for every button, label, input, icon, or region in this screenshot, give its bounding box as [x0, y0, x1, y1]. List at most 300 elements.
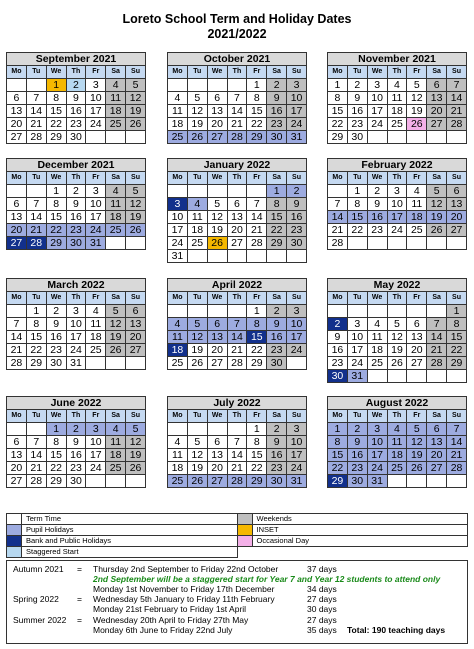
day-cell: 8: [46, 198, 66, 211]
day-cell: 19: [387, 344, 407, 357]
weekday-header: Fr: [86, 172, 106, 185]
day-cell: 9: [66, 198, 86, 211]
day-cell: [187, 79, 207, 92]
day-cell: 21: [447, 105, 467, 118]
summer-days-1: 27 days: [307, 615, 337, 625]
day-cell: 13: [207, 449, 227, 462]
day-cell: 2: [287, 185, 307, 198]
day-cell: 30: [267, 475, 287, 488]
day-cell: 18: [106, 105, 126, 118]
day-cell: 3: [347, 318, 367, 331]
weekday-header: Fr: [407, 292, 427, 305]
weekday-header: Fr: [86, 410, 106, 423]
legend-pupil-label: Pupil Holidays: [22, 525, 238, 536]
day-cell: [367, 305, 387, 318]
spring-dates-1: Wednesday 5th January to Friday 11th February: [93, 594, 275, 604]
day-cell: 27: [207, 131, 227, 144]
weekday-header: Fr: [247, 172, 267, 185]
month-calendar: [327, 278, 467, 383]
day-cell: 18: [387, 449, 407, 462]
day-cell: 18: [106, 211, 126, 224]
day-cell: 2: [46, 305, 66, 318]
month-name: December 2021: [7, 159, 146, 172]
day-cell: 28: [247, 237, 267, 250]
day-cell: 11: [106, 92, 126, 105]
day-cell: 1: [347, 185, 367, 198]
day-cell: 13: [407, 331, 427, 344]
day-cell: 20: [227, 224, 247, 237]
day-cell: 13: [7, 211, 27, 224]
day-cell: 14: [26, 449, 46, 462]
month-calendar: [6, 52, 146, 144]
day-cell: 18: [367, 344, 387, 357]
weekday-header: Mo: [328, 66, 348, 79]
day-cell: 24: [86, 462, 106, 475]
day-cell: 22: [46, 118, 66, 131]
day-cell: 6: [427, 423, 447, 436]
day-cell: 11: [106, 436, 126, 449]
day-cell: [7, 305, 27, 318]
day-cell: [26, 79, 46, 92]
day-cell: [447, 131, 467, 144]
day-cell: 11: [106, 198, 126, 211]
day-cell: 7: [26, 198, 46, 211]
day-cell: 14: [26, 211, 46, 224]
day-cell: 17: [168, 224, 188, 237]
day-cell: 28: [227, 357, 247, 370]
day-cell: [168, 185, 188, 198]
day-cell: 29: [247, 131, 267, 144]
total-teaching-days: Total: 190 teaching days: [347, 625, 446, 635]
day-cell: 27: [7, 237, 27, 250]
month-calendar: [6, 396, 146, 488]
day-cell: 11: [168, 331, 188, 344]
day-cell: 4: [168, 436, 188, 449]
day-cell: 29: [447, 357, 467, 370]
day-cell: 30: [267, 357, 287, 370]
day-cell: 22: [328, 118, 348, 131]
day-cell: 24: [168, 237, 188, 250]
day-cell: 10: [287, 92, 307, 105]
day-cell: [407, 370, 427, 383]
day-cell: [86, 357, 106, 370]
day-cell: 17: [387, 211, 407, 224]
day-cell: 24: [387, 224, 407, 237]
month-name: July 2022: [168, 397, 307, 410]
day-cell: 3: [86, 185, 106, 198]
day-cell: 25: [168, 475, 188, 488]
day-cell: [367, 370, 387, 383]
day-cell: 6: [447, 185, 467, 198]
day-cell: 15: [247, 105, 267, 118]
weekday-header: Sa: [427, 292, 447, 305]
day-cell: 8: [247, 318, 267, 331]
day-cell: 31: [168, 250, 188, 263]
day-cell: 22: [328, 462, 348, 475]
day-cell: 19: [106, 331, 126, 344]
weekday-header: We: [207, 66, 227, 79]
day-cell: [168, 79, 188, 92]
day-cell: 7: [227, 318, 247, 331]
weekday-header: Su: [126, 410, 146, 423]
day-cell: 20: [427, 105, 447, 118]
day-cell: 4: [407, 185, 427, 198]
weekday-header: Fr: [407, 172, 427, 185]
day-cell: 14: [447, 436, 467, 449]
day-cell: [7, 185, 27, 198]
day-cell: [407, 305, 427, 318]
day-cell: [328, 185, 348, 198]
legend-occasional-swatch: [237, 536, 252, 547]
day-cell: 27: [207, 475, 227, 488]
day-cell: 22: [247, 462, 267, 475]
day-cell: [328, 305, 348, 318]
day-cell: 13: [7, 449, 27, 462]
day-cell: [227, 79, 247, 92]
weekday-header: We: [46, 292, 66, 305]
day-cell: 28: [447, 462, 467, 475]
day-cell: 5: [407, 423, 427, 436]
day-cell: 20: [126, 331, 146, 344]
weekday-header: Th: [66, 66, 86, 79]
day-cell: 4: [106, 185, 126, 198]
day-cell: [427, 305, 447, 318]
day-cell: 22: [247, 118, 267, 131]
day-cell: 9: [328, 331, 348, 344]
day-cell: [387, 305, 407, 318]
day-cell: 17: [287, 449, 307, 462]
month-calendar: [327, 158, 467, 250]
weekday-header: Mo: [168, 66, 188, 79]
weekday-header: Sa: [427, 172, 447, 185]
day-cell: 5: [106, 305, 126, 318]
day-cell: [86, 475, 106, 488]
day-cell: 18: [168, 462, 188, 475]
day-cell: 29: [247, 357, 267, 370]
day-cell: 23: [347, 118, 367, 131]
day-cell: 11: [168, 449, 188, 462]
weekday-header: Sa: [267, 410, 287, 423]
day-cell: [447, 475, 467, 488]
day-cell: 9: [347, 436, 367, 449]
month-name: March 2022: [7, 279, 146, 292]
staggered-start-note: 2nd September will be a staggered start for Year 7 and Year 12 students to attend only: [93, 574, 441, 584]
day-cell: 4: [168, 92, 188, 105]
day-cell: 31: [86, 237, 106, 250]
day-cell: 2: [267, 305, 287, 318]
day-cell: 11: [86, 318, 106, 331]
day-cell: [26, 423, 46, 436]
day-cell: 27: [227, 237, 247, 250]
day-cell: [126, 357, 146, 370]
day-cell: 15: [447, 331, 467, 344]
legend-bank-label: Bank and Public Holidays: [22, 536, 238, 547]
day-cell: 27: [427, 462, 447, 475]
weekday-header: Tu: [187, 66, 207, 79]
day-cell: [287, 357, 307, 370]
day-cell: 4: [168, 318, 188, 331]
weekday-header: Sa: [267, 66, 287, 79]
weekday-header: We: [46, 66, 66, 79]
weekday-header: Mo: [7, 410, 27, 423]
day-cell: 13: [7, 105, 27, 118]
day-cell: 25: [106, 118, 126, 131]
day-cell: 3: [387, 185, 407, 198]
day-cell: [387, 131, 407, 144]
autumn-dates-2: Monday 1st November to Friday 17th December: [93, 584, 275, 594]
day-cell: 2: [347, 423, 367, 436]
day-cell: [106, 237, 126, 250]
day-cell: 8: [447, 318, 467, 331]
day-cell: 28: [328, 237, 348, 250]
day-cell: 2: [347, 79, 367, 92]
legend-staggered-label: Staggered Start: [22, 547, 238, 558]
month-name: August 2022: [328, 397, 467, 410]
day-cell: [247, 185, 267, 198]
day-cell: [207, 250, 227, 263]
weekday-header: Tu: [187, 292, 207, 305]
day-cell: 18: [187, 224, 207, 237]
day-cell: 15: [328, 105, 348, 118]
autumn-term-label: Autumn 2021: [13, 564, 64, 574]
day-cell: [387, 370, 407, 383]
day-cell: 10: [86, 436, 106, 449]
day-cell: 19: [427, 211, 447, 224]
day-cell: 11: [367, 331, 387, 344]
day-cell: 4: [106, 79, 126, 92]
weekday-header: Su: [447, 410, 467, 423]
day-cell: 3: [66, 305, 86, 318]
day-cell: 17: [287, 331, 307, 344]
day-cell: 13: [427, 92, 447, 105]
day-cell: 15: [328, 449, 348, 462]
legend-bank-swatch: [7, 536, 22, 547]
day-cell: [106, 131, 126, 144]
day-cell: 12: [187, 331, 207, 344]
weekday-header: Fr: [247, 410, 267, 423]
day-cell: 22: [267, 224, 287, 237]
weekday-header: We: [46, 410, 66, 423]
weekday-header: Mo: [168, 292, 188, 305]
day-cell: 20: [427, 449, 447, 462]
weekday-header: Sa: [427, 66, 447, 79]
day-cell: 30: [66, 475, 86, 488]
day-cell: 9: [46, 318, 66, 331]
day-cell: [227, 305, 247, 318]
day-cell: 30: [328, 370, 348, 383]
legend-term-label: Term Time: [22, 514, 238, 525]
day-cell: 17: [86, 211, 106, 224]
weekday-header: Tu: [26, 172, 46, 185]
weekday-header: Th: [66, 292, 86, 305]
day-cell: 30: [66, 131, 86, 144]
day-cell: 27: [407, 357, 427, 370]
day-cell: 30: [66, 237, 86, 250]
day-cell: [227, 423, 247, 436]
day-cell: 17: [66, 331, 86, 344]
day-cell: 17: [367, 449, 387, 462]
day-cell: 21: [26, 462, 46, 475]
day-cell: 2: [66, 79, 86, 92]
month-calendar: [327, 396, 467, 488]
month-name: May 2022: [328, 279, 467, 292]
day-cell: 18: [407, 211, 427, 224]
day-cell: 31: [347, 370, 367, 383]
day-cell: 16: [367, 211, 387, 224]
day-cell: 17: [86, 105, 106, 118]
day-cell: 18: [106, 449, 126, 462]
weekday-header: We: [367, 66, 387, 79]
day-cell: [427, 237, 447, 250]
day-cell: 12: [187, 449, 207, 462]
day-cell: 29: [328, 131, 348, 144]
legend-empty: [237, 547, 252, 558]
day-cell: 7: [427, 318, 447, 331]
day-cell: 2: [367, 185, 387, 198]
day-cell: 24: [347, 357, 367, 370]
day-cell: 26: [106, 344, 126, 357]
day-cell: 16: [46, 331, 66, 344]
day-cell: [187, 423, 207, 436]
day-cell: 15: [46, 211, 66, 224]
weekday-header: Sa: [267, 292, 287, 305]
day-cell: 16: [267, 331, 287, 344]
day-cell: 11: [387, 436, 407, 449]
day-cell: [407, 131, 427, 144]
legend-weekend-label: Weekends: [252, 514, 468, 525]
weekday-header: Mo: [328, 172, 348, 185]
weekday-header: We: [207, 172, 227, 185]
weekday-header: Su: [287, 410, 307, 423]
day-cell: 14: [227, 449, 247, 462]
day-cell: 5: [187, 92, 207, 105]
weekday-header: Sa: [427, 410, 447, 423]
page-title: Loreto School Term and Holiday Dates: [122, 12, 352, 26]
day-cell: 1: [447, 305, 467, 318]
day-cell: 12: [407, 92, 427, 105]
day-cell: 3: [367, 79, 387, 92]
day-cell: [168, 423, 188, 436]
day-cell: 25: [387, 462, 407, 475]
day-cell: 15: [247, 331, 267, 344]
day-cell: 5: [126, 79, 146, 92]
weekday-header: Mo: [7, 172, 27, 185]
weekday-header: Su: [447, 66, 467, 79]
day-cell: 17: [367, 105, 387, 118]
day-cell: 15: [46, 105, 66, 118]
day-cell: 19: [187, 118, 207, 131]
day-cell: 30: [267, 131, 287, 144]
day-cell: 1: [328, 79, 348, 92]
day-cell: 20: [447, 211, 467, 224]
day-cell: [187, 305, 207, 318]
day-cell: 5: [407, 79, 427, 92]
day-cell: 12: [407, 436, 427, 449]
day-cell: 14: [26, 105, 46, 118]
day-cell: 10: [367, 92, 387, 105]
day-cell: 24: [367, 118, 387, 131]
weekday-header: Tu: [347, 410, 367, 423]
weekday-header: We: [46, 172, 66, 185]
day-cell: 20: [7, 224, 27, 237]
day-cell: 28: [427, 357, 447, 370]
day-cell: 8: [46, 436, 66, 449]
day-cell: 7: [247, 198, 267, 211]
day-cell: 19: [187, 344, 207, 357]
month-name: October 2021: [168, 53, 307, 66]
day-cell: 19: [207, 224, 227, 237]
day-cell: [387, 237, 407, 250]
weekday-header: Su: [287, 66, 307, 79]
day-cell: 25: [106, 462, 126, 475]
day-cell: 7: [227, 92, 247, 105]
day-cell: 16: [66, 449, 86, 462]
day-cell: 23: [328, 357, 348, 370]
day-cell: 12: [106, 318, 126, 331]
day-cell: 11: [168, 105, 188, 118]
day-cell: 25: [168, 131, 188, 144]
month-calendar: [327, 52, 467, 144]
day-cell: 13: [126, 318, 146, 331]
day-cell: 1: [46, 79, 66, 92]
day-cell: 3: [86, 423, 106, 436]
summer-days-2: 35 days: [307, 625, 337, 635]
day-cell: 19: [126, 211, 146, 224]
day-cell: 27: [207, 357, 227, 370]
month-name: February 2022: [328, 159, 467, 172]
day-cell: 23: [66, 462, 86, 475]
day-cell: 7: [447, 79, 467, 92]
weekday-header: Th: [66, 172, 86, 185]
day-cell: 4: [387, 79, 407, 92]
month-calendar: [167, 396, 307, 488]
day-cell: 26: [427, 224, 447, 237]
day-cell: 22: [26, 344, 46, 357]
spring-dates-2: Monday 21st February to Friday 1st April: [93, 604, 247, 614]
day-cell: 21: [227, 344, 247, 357]
day-cell: [168, 305, 188, 318]
month-calendar: [167, 158, 307, 263]
day-cell: 16: [347, 105, 367, 118]
day-cell: 29: [46, 237, 66, 250]
day-cell: 20: [407, 344, 427, 357]
day-cell: 15: [247, 449, 267, 462]
day-cell: 7: [447, 423, 467, 436]
day-cell: 1: [247, 305, 267, 318]
day-cell: 8: [328, 92, 348, 105]
day-cell: 26: [387, 357, 407, 370]
weekday-header: We: [207, 410, 227, 423]
day-cell: 2: [66, 185, 86, 198]
day-cell: 26: [407, 462, 427, 475]
day-cell: 14: [427, 331, 447, 344]
day-cell: 26: [407, 118, 427, 131]
day-cell: [347, 305, 367, 318]
day-cell: 25: [168, 357, 188, 370]
legend-staggered-swatch: [7, 547, 22, 558]
legend-inset-swatch: [237, 525, 252, 536]
day-cell: 6: [427, 79, 447, 92]
day-cell: 12: [187, 105, 207, 118]
day-cell: 26: [187, 475, 207, 488]
day-cell: 26: [187, 357, 207, 370]
spring-days-2: 30 days: [307, 604, 337, 614]
day-cell: 24: [86, 224, 106, 237]
weekday-header: Su: [126, 172, 146, 185]
day-cell: [7, 79, 27, 92]
day-cell: 9: [66, 436, 86, 449]
weekday-header: Su: [287, 172, 307, 185]
